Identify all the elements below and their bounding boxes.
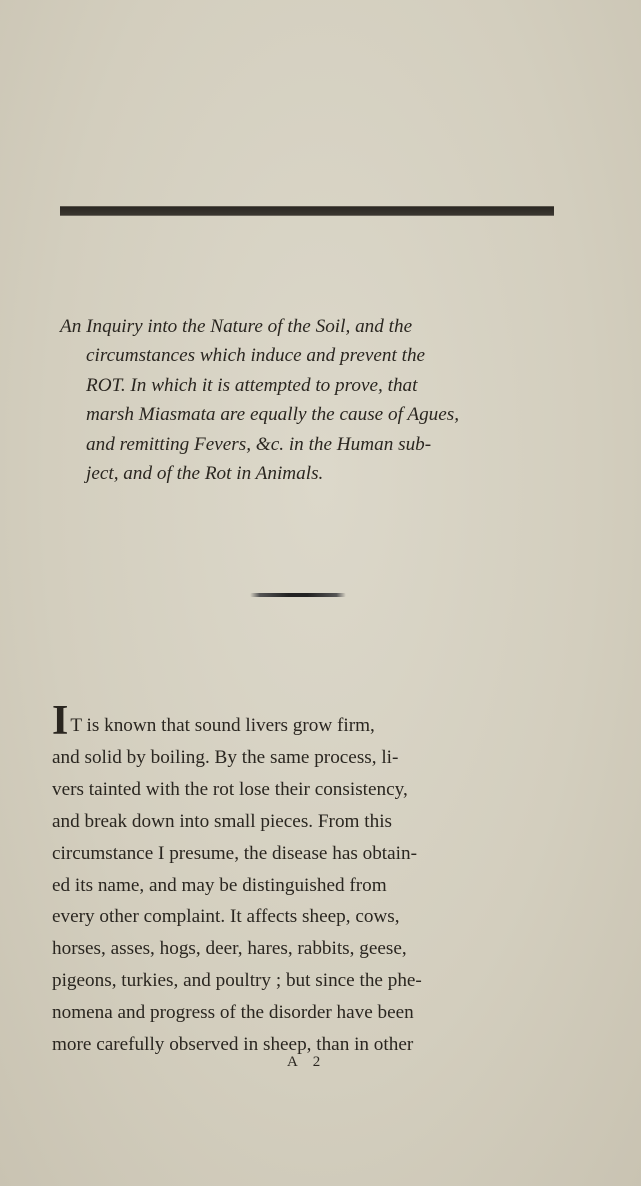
body-line: nomena and progress of the disorder have been <box>52 1002 414 1024</box>
title-block <box>60 312 564 488</box>
section-divider <box>250 593 346 597</box>
body-line: horses, asses, hogs, deer, hares, rabbits, geese, <box>52 938 407 960</box>
body-first-line-text: T is known that sound livers grow firm, <box>70 715 375 736</box>
body-line: and solid by boiling. By the same process, li- <box>52 746 399 768</box>
title-line: ject, and of the Rot in Animals. <box>86 463 324 485</box>
title-line: ROT. In which it is attempted to prove, that <box>86 374 418 396</box>
body-paragraph <box>52 698 562 1061</box>
title-line: An Inquiry into the Nature of the Soil, and the <box>60 316 413 337</box>
body-line: vers tainted with the rot lose their consistency, <box>52 778 408 800</box>
body-line: circumstance I presume, the disease has obtain- <box>52 842 417 864</box>
body-first-line <box>52 698 562 744</box>
drop-cap: I <box>52 698 69 744</box>
title-line: marsh Miasmata are equally the cause of Agues, <box>86 404 460 426</box>
body-line: ed its name, and may be distinguished from <box>52 874 387 896</box>
top-rule <box>60 206 554 216</box>
body-line: and break down into small pieces. From this <box>52 810 392 832</box>
body-line: pigeons, turkies, and poultry ; but since the phe- <box>52 970 422 992</box>
title-line: and remitting Fevers, &c. in the Human sub- <box>86 433 432 455</box>
title-line: circumstances which induce and prevent the <box>86 345 426 367</box>
body-line: more carefully observed in sheep, than in other <box>52 1034 414 1056</box>
body-line: every other complaint. It affects sheep, cows, <box>52 906 400 928</box>
signature-mark: A 2 <box>287 1054 327 1070</box>
